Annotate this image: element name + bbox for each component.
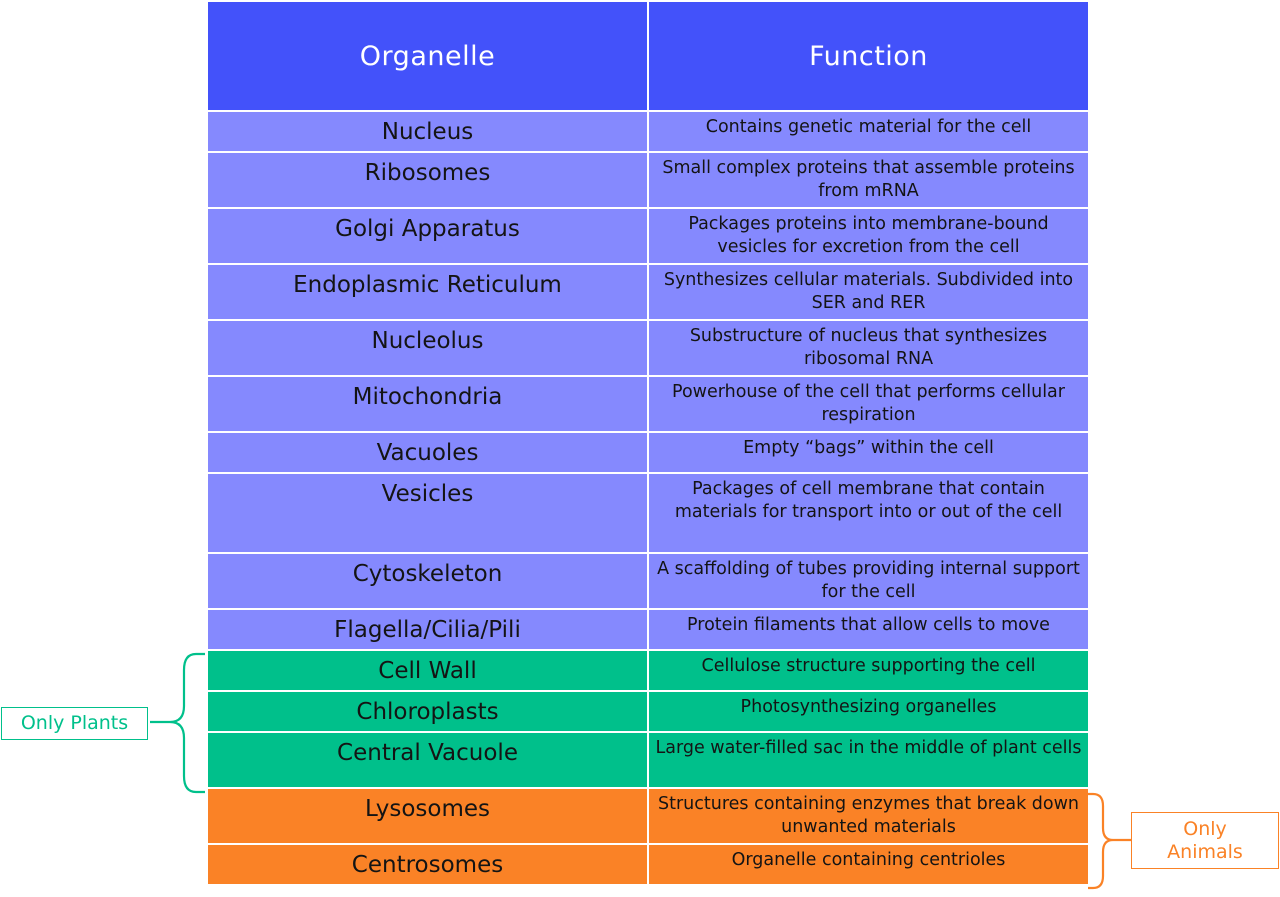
- plants-brace-icon: [148, 652, 208, 802]
- function-cell: Large water-filled sac in the middle of plant cells: [648, 732, 1089, 788]
- organelle-cell: Golgi Apparatus: [207, 208, 648, 264]
- table-row: [207, 844, 1089, 885]
- table-row: [207, 788, 1089, 844]
- organelle-cell: Cell Wall: [207, 650, 648, 691]
- table-row: [207, 320, 1089, 376]
- table-row: [207, 609, 1089, 650]
- table-row: [207, 732, 1089, 788]
- table-row: [207, 650, 1089, 691]
- table-row: [207, 553, 1089, 609]
- function-cell: Powerhouse of the cell that performs cellular respiration: [648, 376, 1089, 432]
- organelle-cell: Vesicles: [207, 473, 648, 553]
- table-row: [207, 432, 1089, 473]
- animals-brace-icon: [1087, 792, 1133, 892]
- function-cell: Small complex proteins that assemble proteins from mRNA: [648, 152, 1089, 208]
- table-row: [207, 264, 1089, 320]
- table-header-row: [207, 1, 1089, 111]
- table-row: [207, 473, 1089, 553]
- organelle-table: [206, 0, 1090, 886]
- organelle-cell: Cytoskeleton: [207, 553, 648, 609]
- table-row: [207, 376, 1089, 432]
- function-cell: Synthesizes cellular materials. Subdivided into SER and RER: [648, 264, 1089, 320]
- table-row: [207, 152, 1089, 208]
- organelle-cell: Central Vacuole: [207, 732, 648, 788]
- organelle-cell: Lysosomes: [207, 788, 648, 844]
- function-cell: Substructure of nucleus that synthesizes ribosomal RNA: [648, 320, 1089, 376]
- organelle-cell: Vacuoles: [207, 432, 648, 473]
- organelle-cell: Chloroplasts: [207, 691, 648, 732]
- organelle-cell: Ribosomes: [207, 152, 648, 208]
- only-animals-label: [1131, 812, 1279, 869]
- function-cell: Packages of cell membrane that contain materials for transport into or out of the cell: [648, 473, 1089, 553]
- function-cell: Structures containing enzymes that break down unwanted materials: [648, 788, 1089, 844]
- organelle-cell: Endoplasmic Reticulum: [207, 264, 648, 320]
- only-animals-label-line2: Animals: [1167, 841, 1243, 863]
- organelle-cell: Nucleus: [207, 111, 648, 152]
- organelle-cell: Nucleolus: [207, 320, 648, 376]
- function-cell: Cellulose structure supporting the cell: [648, 650, 1089, 691]
- header-organelle: Organelle: [207, 1, 648, 111]
- header-function: Function: [648, 1, 1089, 111]
- function-cell: Contains genetic material for the cell: [648, 111, 1089, 152]
- only-plants-label: Only Plants: [1, 707, 148, 740]
- organelle-cell: Flagella/Cilia/Pili: [207, 609, 648, 650]
- function-cell: Packages proteins into membrane-bound vesicles for excretion from the cell: [648, 208, 1089, 264]
- only-animals-label-line1: Only: [1183, 818, 1227, 840]
- function-cell: Empty “bags” within the cell: [648, 432, 1089, 473]
- function-cell: Photosynthesizing organelles: [648, 691, 1089, 732]
- organelle-cell: Centrosomes: [207, 844, 648, 885]
- table-row: [207, 691, 1089, 732]
- function-cell: Organelle containing centrioles: [648, 844, 1089, 885]
- function-cell: A scaffolding of tubes providing internal support for the cell: [648, 553, 1089, 609]
- table-row: [207, 208, 1089, 264]
- function-cell: Protein filaments that allow cells to move: [648, 609, 1089, 650]
- table-row: [207, 111, 1089, 152]
- organelle-cell: Mitochondria: [207, 376, 648, 432]
